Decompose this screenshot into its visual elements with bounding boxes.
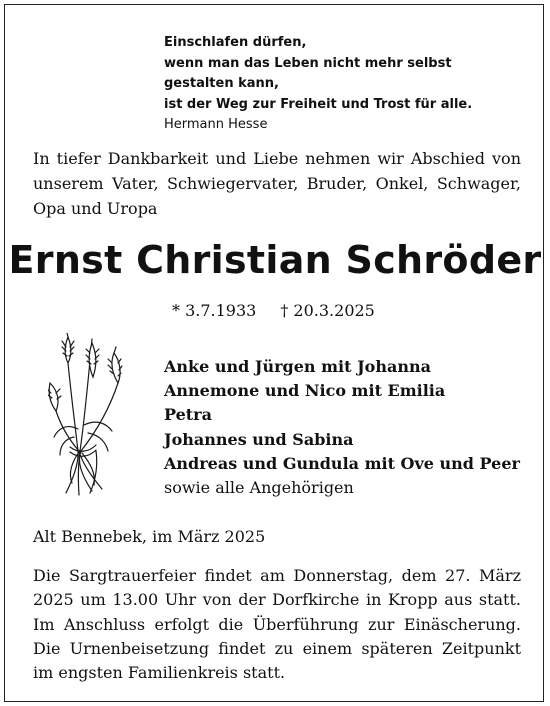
mourner-entry: Petra <box>164 405 212 425</box>
intro-text: In tiefer Dankbarkeit und Liebe nehmen wir Abschied von unserem Vater, Schwiegervater, Bruder, Onkel, Schwager, Opa und Uropa <box>33 149 521 218</box>
death-date: † 20.3.2025 <box>280 301 375 320</box>
life-dates <box>172 301 375 320</box>
quote-line: gestalten kann, <box>164 76 279 91</box>
mourner-entry: Anke und Jürgen mit Johanna <box>164 357 431 376</box>
wheat-sheaf-icon <box>48 333 132 497</box>
deceased-name: Ernst Christian Schröder <box>8 238 542 282</box>
mourner-entry: Andreas und Gundula mit Ove und Peer <box>164 453 520 473</box>
quote-line: Einschlafen dürfen, <box>164 35 307 50</box>
quote-block <box>164 33 524 136</box>
place-date: Alt Bennebek, im März 2025 <box>33 527 266 546</box>
quote-line: wenn man das Leben nicht mehr selbst <box>164 55 452 71</box>
mourner-entry: Johannes und Sabina <box>164 429 354 449</box>
mourners-list <box>164 355 534 500</box>
quote-line: ist der Weg zur Freiheit und Trost für alle. <box>164 96 473 112</box>
birth-date: * 3.7.1933 <box>172 301 257 320</box>
mourners-others: sowie alle Angehörigen <box>164 478 354 498</box>
mourner-entry: Annemone und Nico mit Emilia <box>164 381 446 401</box>
ceremony-info: Die Sargtrauerfeier findet am Donnerstag, dem 27. März 2025 um 13.00 Uhr von der Dorfkirche in Kropp aus statt. Im Anschluss erfolgt die Überführung zur Einäscherung. Die Urnenbeisetzung findet zu einem späteren Zeitpunkt im engsten Familienkreis statt. <box>33 566 521 683</box>
quote-author: Hermann Hesse <box>164 117 268 132</box>
